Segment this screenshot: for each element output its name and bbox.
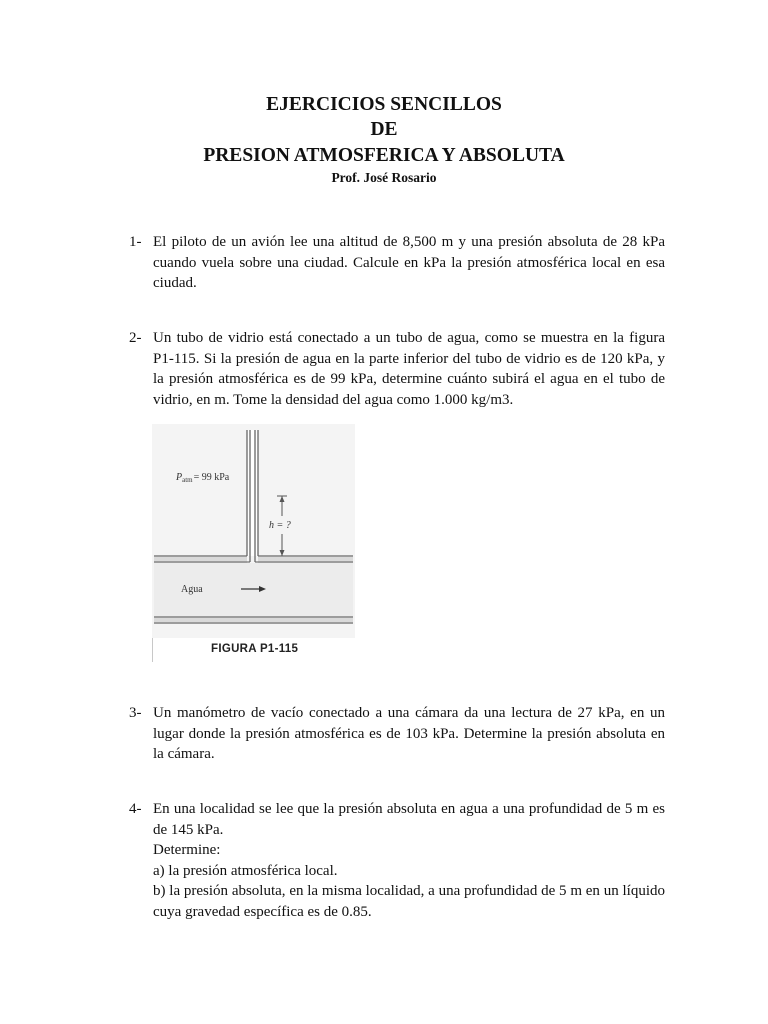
exercise-part-a: a) la presión atmosférica local. — [153, 862, 338, 879]
glass-tube — [247, 430, 258, 556]
page-title-line-2: DE — [370, 119, 398, 140]
exercise-1 — [129, 232, 665, 294]
author-name: Prof. José Rosario — [331, 170, 437, 185]
exercise-instruction: Determine: — [153, 842, 221, 858]
exercise-number: 3- — [129, 705, 142, 721]
page-title-line-3: PRESION ATMOSFERICA Y ABSOLUTA — [203, 145, 565, 166]
exercise-text: En una localidad se lee que la presión absoluta en agua a una profundidad de 5 m es de 145 kPa. — [153, 801, 665, 838]
exercise-body — [153, 799, 665, 922]
figure-caption: FIGURA P1-115 — [211, 643, 299, 655]
h-label: h = ? — [269, 520, 291, 531]
water-label: Agua — [181, 584, 203, 595]
exercise-number: 1- — [129, 234, 142, 250]
page-title-line-1: EJERCICIOS SENCILLOS — [266, 94, 502, 115]
exercise-number: 4- — [129, 801, 142, 817]
p-atm-label: $P_{atm}= 99$ kPa — [176, 472, 230, 484]
exercise-text: Un manómetro de vacío conectado a una cámara da una lectura de 27 kPa, en un lugar donde la presión atmosférica es de 103 kPa. Determine la presión absoluta en la cámara. — [153, 705, 665, 762]
exercise-3 — [129, 703, 665, 765]
exercise-text: Un tubo de vidrio está conectado a un tubo de agua, como se muestra en la figura P1-115. Si la presión de agua en la parte inferior del tubo de vidrio es de 120 kPa, y la presión atmosférica es de 99 kPa, determine cuánto subirá el agua en el tubo de vidrio, en m. Tome la densidad del agua como 1.000 kg/m3. — [153, 330, 665, 408]
exercise-2 — [129, 328, 665, 410]
exercise-part-b: b) la presión absoluta, en la misma localidad, a una profundidad de 5 m en un líquido cuya gravedad específica es de 0.85. — [153, 883, 665, 920]
pipe-diagram — [152, 424, 355, 662]
figure-p1-115 — [152, 424, 355, 662]
exercise-text: El piloto de un avión lee una altitud de 8,500 m y una presión absoluta de 28 kPa cuando vuela sobre una ciudad. Calcule en kPa la presión atmosférica local en esa ciudad. — [153, 234, 665, 291]
exercise-4 — [129, 799, 665, 922]
exercise-number: 2- — [129, 330, 142, 346]
